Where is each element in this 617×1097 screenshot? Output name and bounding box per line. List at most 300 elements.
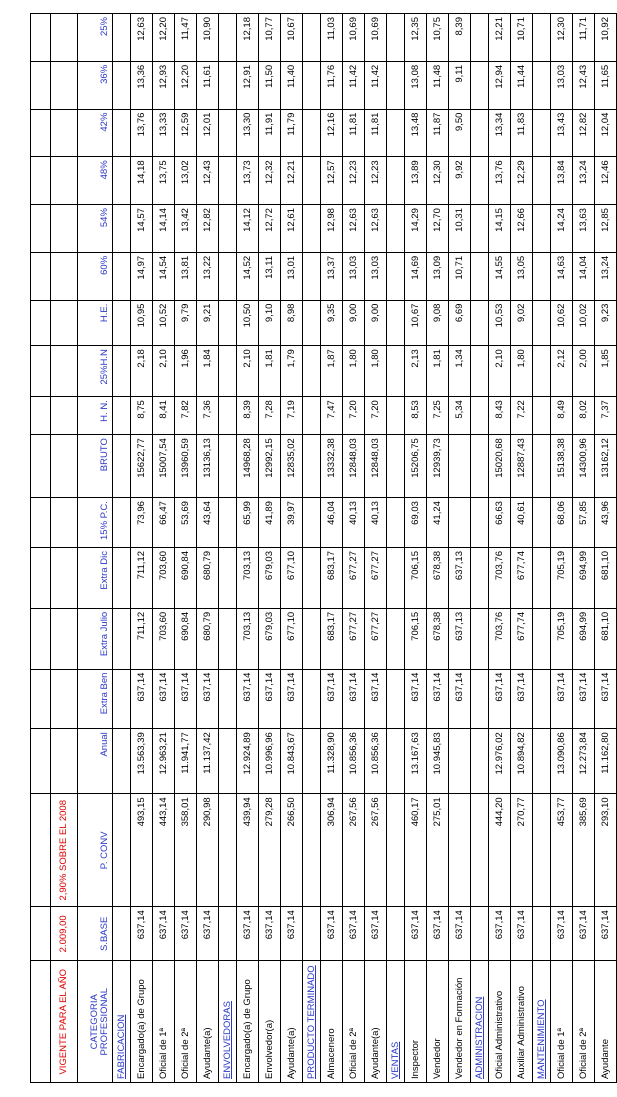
- value-cell: 12939,73: [427, 435, 449, 498]
- section-label: ENVOLVEDORAS: [219, 961, 237, 1083]
- empty-cell: [219, 14, 237, 62]
- value-cell: [449, 498, 471, 548]
- value-cell: 637,14: [321, 669, 343, 729]
- value-cell: 14,04: [573, 252, 595, 300]
- value-cell: 2,12: [551, 346, 573, 397]
- value-cell: 9,92: [449, 157, 471, 205]
- value-cell: 13,24: [595, 252, 617, 300]
- empty-cell: [303, 669, 321, 729]
- value-cell: 12848,03: [365, 435, 387, 498]
- value-cell: 15622,77: [131, 435, 153, 498]
- value-cell: 703,60: [153, 548, 175, 609]
- section-label: FABRICACION: [113, 961, 131, 1083]
- empty-cell: [219, 252, 237, 300]
- value-cell: 12,91: [237, 61, 259, 109]
- value-cell: 690,84: [175, 608, 197, 669]
- value-cell: 637,14: [131, 907, 153, 961]
- empty-cell: [471, 548, 489, 609]
- value-cell: 12,32: [259, 157, 281, 205]
- value-cell: 9,00: [343, 300, 365, 346]
- column-header: Extra Dic: [78, 548, 113, 609]
- empty-cell: [471, 397, 489, 435]
- column-header: Extra Ben: [78, 669, 113, 729]
- value-cell: 13,76: [489, 157, 511, 205]
- header-row: [78, 14, 113, 1083]
- category-cell: Ayudante(a): [281, 961, 303, 1083]
- value-cell: 637,14: [343, 669, 365, 729]
- value-cell: 637,14: [281, 907, 303, 961]
- value-cell: 13,24: [573, 157, 595, 205]
- value-cell: 9,50: [449, 109, 471, 157]
- section-label: VENTAS: [387, 961, 405, 1083]
- value-cell: 293,10: [595, 794, 617, 907]
- empty-cell: [533, 205, 551, 253]
- value-cell: 13162,12: [595, 435, 617, 498]
- empty-cell: [219, 548, 237, 609]
- value-cell: 637,14: [427, 907, 449, 961]
- value-cell: 267,56: [343, 794, 365, 907]
- value-cell: 10.843,67: [281, 729, 303, 794]
- column-header: 48%: [78, 157, 113, 205]
- table-row: [427, 14, 449, 1083]
- value-cell: 10.856,36: [365, 729, 387, 794]
- value-cell: 358,01: [175, 794, 197, 907]
- value-cell: 6,69: [449, 300, 471, 346]
- empty-cell: [387, 14, 405, 62]
- value-cell: 8,53: [405, 397, 427, 435]
- value-cell: 11.328,90: [321, 729, 343, 794]
- value-cell: 11,81: [365, 109, 387, 157]
- value-cell: 13,75: [153, 157, 175, 205]
- value-cell: 11,71: [573, 14, 595, 62]
- value-cell: 12,61: [281, 205, 303, 253]
- value-cell: 1,96: [175, 346, 197, 397]
- category-cell: Encargado(a) de Grupo: [237, 961, 259, 1083]
- value-cell: 46,04: [321, 498, 343, 548]
- value-cell: 13,03: [365, 252, 387, 300]
- empty-cell: [303, 14, 321, 62]
- value-cell: 73,96: [131, 498, 153, 548]
- value-cell: 12,82: [197, 205, 219, 253]
- value-cell: 1,85: [595, 346, 617, 397]
- section-row: [303, 14, 321, 1083]
- value-cell: 12,46: [595, 157, 617, 205]
- empty-cell: [113, 252, 131, 300]
- table-row: [281, 14, 303, 1083]
- value-cell: 2,10: [489, 346, 511, 397]
- value-cell: 694,99: [573, 548, 595, 609]
- empty-cell: [303, 300, 321, 346]
- value-cell: 53,69: [175, 498, 197, 548]
- category-cell: Auxiliar Administrativo: [511, 961, 533, 1083]
- value-cell: 14,63: [551, 252, 573, 300]
- value-cell: 12,23: [365, 157, 387, 205]
- value-cell: 12,59: [175, 109, 197, 157]
- category-cell: Almacenero: [321, 961, 343, 1083]
- empty-cell: [471, 729, 489, 794]
- empty-cell: [303, 252, 321, 300]
- value-cell: 41,89: [259, 498, 281, 548]
- value-cell: 13,76: [131, 109, 153, 157]
- value-cell: [449, 794, 471, 907]
- column-header: 42%: [78, 109, 113, 157]
- value-cell: 9,11: [449, 61, 471, 109]
- value-cell: 15206,75: [405, 435, 427, 498]
- empty-cell: [471, 205, 489, 253]
- value-cell: 637,13: [449, 608, 471, 669]
- category-cell: Inspector: [405, 961, 427, 1083]
- value-cell: 9,21: [197, 300, 219, 346]
- value-cell: 8,75: [131, 397, 153, 435]
- category-cell: Envolvedor(a): [259, 961, 281, 1083]
- empty-cell: [219, 729, 237, 794]
- empty-cell: [387, 794, 405, 907]
- value-cell: 275,01: [427, 794, 449, 907]
- table-row: [259, 14, 281, 1083]
- pct-note: 2,90% SOBRE EL 2008: [51, 794, 78, 907]
- empty-cell: [113, 397, 131, 435]
- value-cell: 12,20: [175, 61, 197, 109]
- empty-cell: [219, 794, 237, 907]
- value-cell: 637,14: [595, 907, 617, 961]
- column-header: 60%: [78, 252, 113, 300]
- empty-cell: [471, 300, 489, 346]
- value-cell: 43,96: [595, 498, 617, 548]
- value-cell: 12,57: [321, 157, 343, 205]
- value-cell: 637,14: [153, 669, 175, 729]
- value-cell: 12,01: [197, 109, 219, 157]
- empty-cell: [471, 669, 489, 729]
- category-cell: Vendedor en Formación: [449, 961, 471, 1083]
- value-cell: 11.162,80: [595, 729, 617, 794]
- empty-cell: [533, 548, 551, 609]
- value-cell: 11,40: [281, 61, 303, 109]
- value-cell: 7,20: [343, 397, 365, 435]
- value-cell: 10,62: [551, 300, 573, 346]
- value-cell: 10,75: [427, 14, 449, 62]
- value-cell: 637,14: [237, 907, 259, 961]
- value-cell: 12.976,02: [489, 729, 511, 794]
- empty-cell: [113, 608, 131, 669]
- value-cell: 637,14: [573, 907, 595, 961]
- value-cell: 12,16: [321, 109, 343, 157]
- value-cell: 39,97: [281, 498, 303, 548]
- empty-cell: [113, 907, 131, 961]
- value-cell: 7,82: [175, 397, 197, 435]
- value-cell: 7,47: [321, 397, 343, 435]
- empty-cell: [303, 157, 321, 205]
- empty-cell: [533, 608, 551, 669]
- value-cell: 8,39: [449, 14, 471, 62]
- value-cell: 11,42: [365, 61, 387, 109]
- value-cell: 2,10: [153, 346, 175, 397]
- value-cell: 637,14: [237, 669, 259, 729]
- value-cell: 637,14: [281, 669, 303, 729]
- empty-cell: [219, 205, 237, 253]
- value-cell: 270,77: [511, 794, 533, 907]
- value-cell: 69,03: [405, 498, 427, 548]
- value-cell: 40,13: [365, 498, 387, 548]
- value-cell: 637,14: [405, 669, 427, 729]
- empty-cell: [387, 397, 405, 435]
- section-label: ADMINISTRACION: [471, 961, 489, 1083]
- value-cell: 677,27: [343, 608, 365, 669]
- value-cell: 706,15: [405, 608, 427, 669]
- value-cell: 8,43: [489, 397, 511, 435]
- empty-cell: [533, 300, 551, 346]
- empty-cell: [113, 61, 131, 109]
- empty-cell: [303, 109, 321, 157]
- value-cell: 637,14: [511, 669, 533, 729]
- section-row: [113, 14, 131, 1083]
- empty-cell: [219, 61, 237, 109]
- table-row: [343, 14, 365, 1083]
- value-cell: 637,14: [365, 907, 387, 961]
- empty-cell: [303, 435, 321, 498]
- value-cell: 7,37: [595, 397, 617, 435]
- value-cell: 40,13: [343, 498, 365, 548]
- empty-cell: [533, 498, 551, 548]
- value-cell: 13,08: [405, 61, 427, 109]
- value-cell: 13,33: [153, 109, 175, 157]
- value-cell: 8,02: [573, 397, 595, 435]
- empty-cell: [387, 907, 405, 961]
- value-cell: 453,77: [551, 794, 573, 907]
- value-cell: 13,22: [197, 252, 219, 300]
- value-cell: 13136,13: [197, 435, 219, 498]
- column-header: 25%: [78, 14, 113, 62]
- empty-cell: [219, 498, 237, 548]
- empty-cell: [471, 435, 489, 498]
- empty-cell: [533, 729, 551, 794]
- value-cell: 1,79: [281, 346, 303, 397]
- value-cell: 11,47: [175, 14, 197, 62]
- value-cell: 2,10: [237, 346, 259, 397]
- empty-cell: [113, 109, 131, 157]
- value-cell: 677,27: [365, 548, 387, 609]
- value-cell: 12,63: [131, 14, 153, 62]
- empty-cell: [113, 300, 131, 346]
- value-cell: 12.963,21: [153, 729, 175, 794]
- empty-cell: [303, 498, 321, 548]
- empty-cell: [471, 346, 489, 397]
- value-cell: 679,03: [259, 548, 281, 609]
- section-row: [387, 14, 405, 1083]
- value-cell: 41,24: [427, 498, 449, 548]
- value-cell: 267,56: [365, 794, 387, 907]
- empty-cell: [387, 548, 405, 609]
- empty-cell: [471, 794, 489, 907]
- value-cell: 12,82: [573, 109, 595, 157]
- value-cell: 14,55: [489, 252, 511, 300]
- value-cell: 40,61: [511, 498, 533, 548]
- value-cell: 10,71: [511, 14, 533, 62]
- value-cell: 13,48: [405, 109, 427, 157]
- empty-cell: [387, 669, 405, 729]
- category-cell: Ayudante: [595, 961, 617, 1083]
- value-cell: 12992,15: [259, 435, 281, 498]
- value-cell: 703,76: [489, 548, 511, 609]
- value-cell: 12.924,89: [237, 729, 259, 794]
- empty-cell: [387, 300, 405, 346]
- value-cell: 1,34: [449, 346, 471, 397]
- value-cell: 690,84: [175, 548, 197, 609]
- value-cell: 10,92: [595, 14, 617, 62]
- empty-cell: [387, 608, 405, 669]
- value-cell: 637,14: [365, 669, 387, 729]
- value-cell: 13,03: [343, 252, 365, 300]
- value-cell: 11.137,42: [197, 729, 219, 794]
- value-cell: 14968,28: [237, 435, 259, 498]
- value-cell: 12,70: [427, 205, 449, 253]
- value-cell: 637,14: [175, 669, 197, 729]
- vigente-label: VIGENTE PARA EL AÑO: [51, 961, 78, 1083]
- value-cell: 2,00: [573, 346, 595, 397]
- value-cell: 678,38: [427, 608, 449, 669]
- value-cell: 637,14: [449, 907, 471, 961]
- value-cell: 10,77: [259, 14, 281, 62]
- empty-cell: [471, 608, 489, 669]
- empty-cell: [471, 109, 489, 157]
- value-cell: 11,42: [343, 61, 365, 109]
- empty-cell: [113, 669, 131, 729]
- value-cell: 11,79: [281, 109, 303, 157]
- empty-cell: [533, 435, 551, 498]
- value-cell: 677,74: [511, 548, 533, 609]
- value-cell: 637,14: [259, 907, 281, 961]
- value-cell: 14,57: [131, 205, 153, 253]
- value-cell: 460,17: [405, 794, 427, 907]
- table-row: [131, 14, 153, 1083]
- empty-cell: [303, 548, 321, 609]
- value-cell: 637,14: [551, 907, 573, 961]
- empty-cell: [387, 61, 405, 109]
- empty-cell: [387, 435, 405, 498]
- value-cell: 13,36: [131, 61, 153, 109]
- value-cell: 637,14: [427, 669, 449, 729]
- value-cell: 10,90: [197, 14, 219, 62]
- empty-cell: [471, 498, 489, 548]
- empty-cell: [471, 61, 489, 109]
- empty-cell: [533, 346, 551, 397]
- value-cell: 637,13: [449, 548, 471, 609]
- value-cell: 13.090,86: [551, 729, 573, 794]
- value-cell: 637,14: [343, 907, 365, 961]
- value-cell: 11,87: [427, 109, 449, 157]
- value-cell: 9,23: [595, 300, 617, 346]
- value-cell: 10,02: [573, 300, 595, 346]
- table-row: [197, 14, 219, 1083]
- value-cell: 637,14: [489, 669, 511, 729]
- value-cell: 10,67: [405, 300, 427, 346]
- value-cell: 8,98: [281, 300, 303, 346]
- empty-cell: [387, 346, 405, 397]
- value-cell: 12848,03: [343, 435, 365, 498]
- empty-cell: [303, 397, 321, 435]
- empty-cell: [533, 669, 551, 729]
- empty-cell: [113, 435, 131, 498]
- value-cell: 444,20: [489, 794, 511, 907]
- value-cell: 680,79: [197, 548, 219, 609]
- year-row: [51, 14, 78, 1083]
- value-cell: 637,14: [595, 669, 617, 729]
- value-cell: 13,01: [281, 252, 303, 300]
- table-row: [153, 14, 175, 1083]
- value-cell: 11,83: [511, 109, 533, 157]
- value-cell: 7,28: [259, 397, 281, 435]
- value-cell: 681,10: [595, 548, 617, 609]
- value-cell: 11,61: [197, 61, 219, 109]
- value-cell: 14,24: [551, 205, 573, 253]
- empty-cell: [533, 794, 551, 907]
- empty-cell: [387, 205, 405, 253]
- value-cell: 13,63: [573, 205, 595, 253]
- value-cell: 15138,38: [551, 435, 573, 498]
- value-cell: 677,10: [281, 608, 303, 669]
- value-cell: 678,38: [427, 548, 449, 609]
- value-cell: 10,53: [489, 300, 511, 346]
- value-cell: 13.563,39: [131, 729, 153, 794]
- empty-cell: [303, 61, 321, 109]
- value-cell: 66,47: [153, 498, 175, 548]
- value-cell: 14300,96: [573, 435, 595, 498]
- empty-cell: [533, 397, 551, 435]
- value-cell: 9,10: [259, 300, 281, 346]
- empty-cell: [219, 109, 237, 157]
- value-cell: 11,48: [427, 61, 449, 109]
- value-cell: 637,14: [259, 669, 281, 729]
- value-cell: 1,80: [511, 346, 533, 397]
- value-cell: 1,84: [197, 346, 219, 397]
- value-cell: 637,14: [175, 907, 197, 961]
- empty-cell: [303, 608, 321, 669]
- value-cell: 677,27: [365, 608, 387, 669]
- empty-cell: [471, 252, 489, 300]
- empty-cell: [533, 907, 551, 961]
- value-cell: 11,65: [595, 61, 617, 109]
- value-cell: 13,11: [259, 252, 281, 300]
- value-cell: 65,99: [237, 498, 259, 548]
- value-cell: 637,14: [131, 669, 153, 729]
- column-header: H. N.: [78, 397, 113, 435]
- value-cell: 637,14: [197, 669, 219, 729]
- empty-cell: [533, 109, 551, 157]
- value-cell: 13,42: [175, 205, 197, 253]
- value-cell: 10.945,83: [427, 729, 449, 794]
- value-cell: 694,99: [573, 608, 595, 669]
- value-cell: 14,97: [131, 252, 153, 300]
- value-cell: 11,81: [343, 109, 365, 157]
- value-cell: 10,31: [449, 205, 471, 253]
- value-cell: 703,13: [237, 608, 259, 669]
- empty-cell: [219, 157, 237, 205]
- empty-cell: [219, 608, 237, 669]
- value-cell: 711,12: [131, 608, 153, 669]
- value-cell: 11,03: [321, 14, 343, 62]
- empty-cell: [533, 157, 551, 205]
- value-cell: 12,63: [365, 205, 387, 253]
- table-row: [573, 14, 595, 1083]
- value-cell: 10,69: [343, 14, 365, 62]
- value-cell: 637,14: [449, 669, 471, 729]
- value-cell: 8,39: [237, 397, 259, 435]
- empty-cell: [219, 435, 237, 498]
- column-header: Extra Julio: [78, 608, 113, 669]
- blank-row: [31, 14, 51, 1083]
- value-cell: 12,63: [343, 205, 365, 253]
- value-cell: 385,69: [573, 794, 595, 907]
- column-header: Anual: [78, 729, 113, 794]
